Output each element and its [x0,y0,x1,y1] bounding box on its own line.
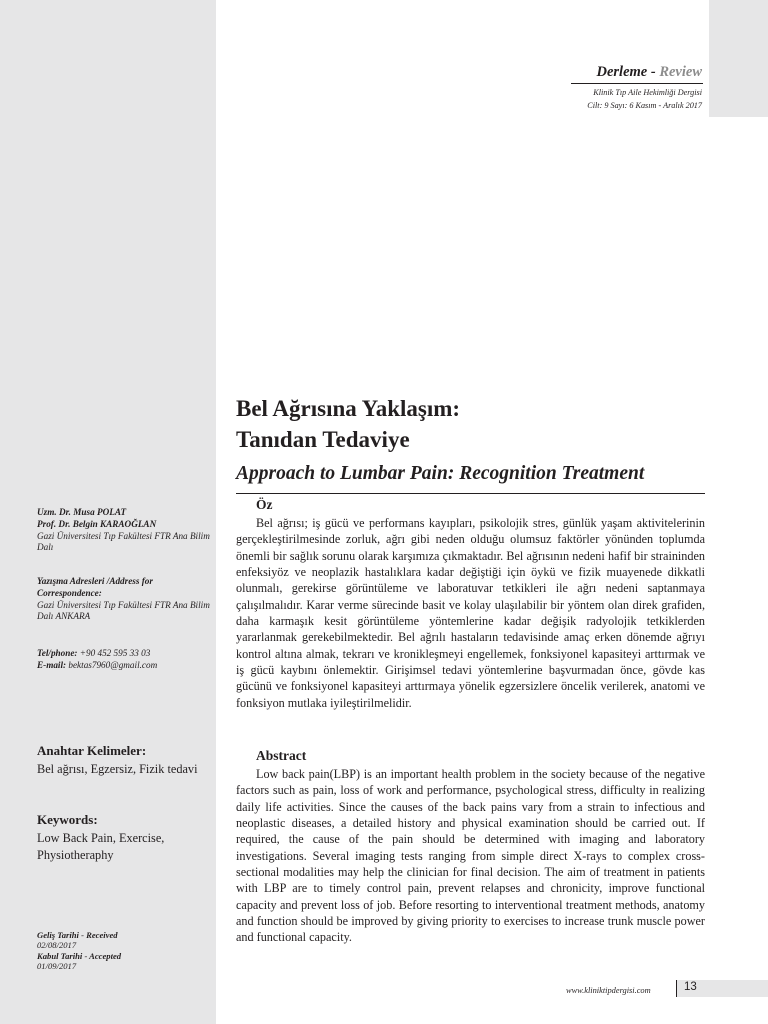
contact-block [37,648,213,672]
phone-label: Tel/phone: [37,648,78,658]
keywords-en-heading: Keywords: [37,812,98,827]
article-type [596,64,702,81]
article-type-tr: Derleme [596,64,648,80]
phone-line [37,648,213,660]
abstract-heading: Abstract [256,748,307,763]
keywords-en-text: Low Back Pain, Exercise, Physiotheraphy [37,831,165,862]
correspondence-address: Gazi Üniversitesi Tıp Fakültesi FTR Ana Bilim Dalı ANKARA [37,599,210,622]
received-date: 02/08/2017 [37,940,77,951]
author-affiliation: Gazi Üniversitesi Tıp Fakültesi FTR Ana Bilim Dalı [37,530,210,553]
received-label: Geliş Tarihi - Received [37,930,118,940]
oz-paragraph: Bel ağrısı; iş gücü ve performans kayıpları, psikolojik stres, günlük yaşam aktivitelerinin gerçekleştirilmesinde zorluk, ağrı gibi neden olduğu olumsuz faktörler yönünden toplumda önemli bir sağlık sorunu olarak karşımıza çıkmaktadır. Bel ağrısının nedeni hafif bir straininden enfeksiyöz ve neoplazik hastalıklara kadar değiştiği için öykü ve fizik muayenede dikkatli olunmalı, gerekirse görüntüleme ve laboratuvar tetkikleri ile ağrı nedeni saptanmaya çalışılmalıdır. Karar verme sürecinde basit ve kolay ulaşılabilir bir yöntem olan direk grafiden, daha karmaşık kesit görüntüleme yöntemlerine kadar değişik radyolojik tetkiklerden yararlanmak gerekebilmektedir. Bel ağrılı hastaların tedavisinde amaç erken dönemde ağrıyı kontrol altına almak, tekrarı ve kronikleşmeyi engellemek, fonksiyonel kapasiteyi arttırmak ve iş gücü kaybını önlemektir. Girişimsel tedavi yöntemlerine başvurmadan önce, gövde kas gücünü ve fonksiyonel kapasiteyi arttırmaya yönelik egzersizlere öncelik verilerek, anatomi ve fonksiyon mutlaka iyileştirilmelidir. [236,516,705,710]
footer-divider [676,980,677,997]
phone-number: +90 452 595 33 03 [77,648,151,658]
article-type-separator: - [647,64,660,80]
abstract-body [236,766,705,946]
correspondence-label: Yazışma Adresleri /Address for Correspondence: [37,576,153,598]
email-label: E-mail: [37,659,67,670]
keywords-tr-heading: Anahtar Kelimeler: [37,743,147,758]
accepted-date: 01/09/2017 [37,960,77,971]
title-rule [236,493,705,494]
oz-body [236,515,705,711]
abstract-paragraph: Low back pain(LBP) is an important health problem in the society because of the negative factors such as pain, loss of work and performance, psychological stress, difficulty in realizing daily life activities. Since the causes of the back pains vary from a strain to infectious and neoplastic diseases, a detailed history and physical examination should be carried out. If required, the cause of the pain should be determined with imaging and laboratory investigations. Several imaging tests ranging from simple direct X-rays to complex cross-sectional modalities may help the clinician for final decision. The aim of treatment in patients with LBP are to timely control pain, prevent relapses and chronicity, improve functional capacity and prevent loss of job. Before resorting to interventional treatment methods, anatomy and function should be improved by giving priority to exercises to increase trunk muscle power and functional capacity. [236,767,705,945]
author-2: Prof. Dr. Belgin KARAOĞLAN [37,518,157,529]
email-line [37,660,213,672]
dates-block [37,930,121,971]
article-type-en: Review [659,64,702,80]
keywords-tr-text: Bel ağrısı, Egzersiz, Fizik tedavi [37,762,198,776]
email-address[interactable]: bektas7960@gmail.com [66,659,158,670]
english-title: Approach to Lumbar Pain: Recognition Treatment [236,463,645,484]
journal-name: Klinik Tıp Aile Hekimliği Dergisi [593,88,702,97]
author-block [37,507,213,554]
accepted-label: Kabul Tarihi - Accepted [37,950,122,961]
title-line-2: Tanıdan Tedaviye [236,427,410,452]
oz-heading: Öz [256,497,273,512]
author-1: Uzm. Dr. Musa POLAT [37,507,127,517]
journal-volume: Cilt: 9 Sayı: 6 Kasım - Aralık 2017 [587,101,702,110]
journal-url[interactable]: www.kliniktipdergisi.com [566,986,651,995]
header-rule [571,83,703,84]
corner-block [709,0,768,117]
correspondence-block [37,576,213,623]
page-number: 13 [684,981,697,993]
title-line-1: Bel Ağrısına Yaklaşım: [236,396,461,421]
